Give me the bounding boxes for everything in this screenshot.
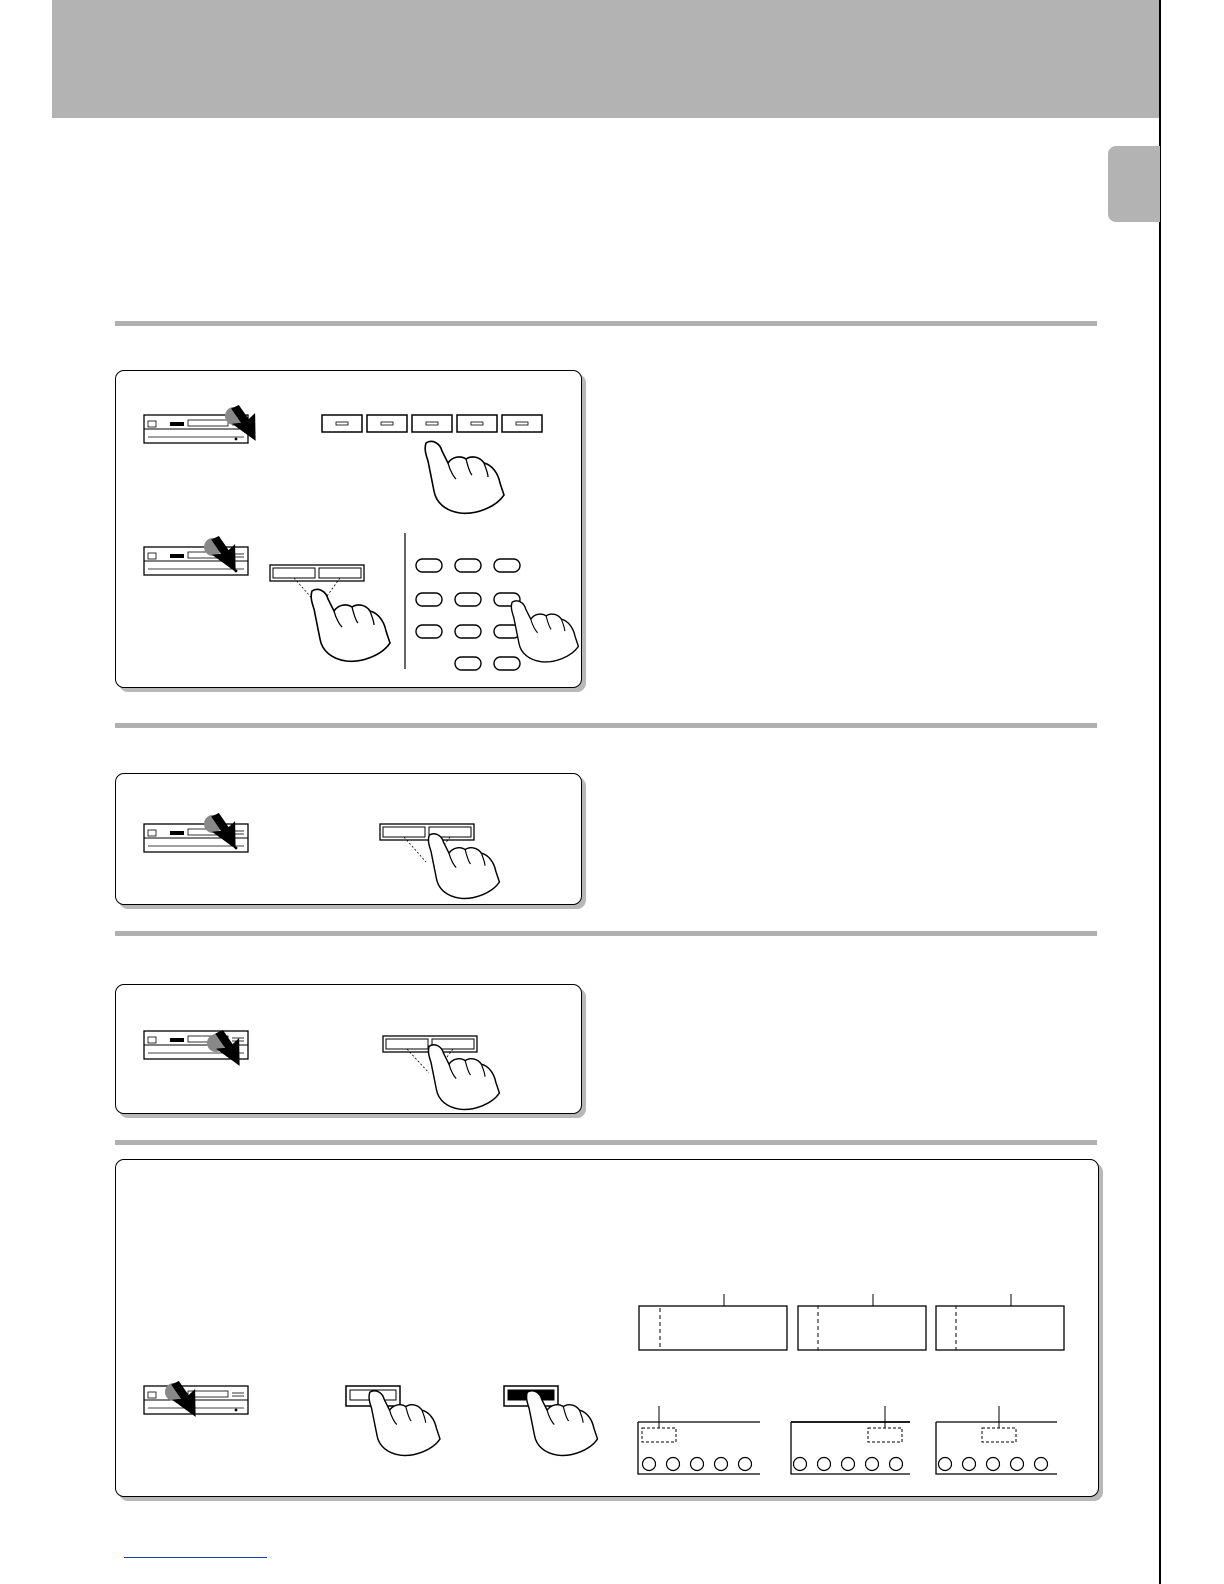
pointing-hand-icon bbox=[425, 441, 504, 513]
unit-front-panel-icon bbox=[144, 1386, 248, 1414]
numeric-keypad-icon bbox=[416, 559, 520, 670]
section-3-panel bbox=[115, 984, 582, 1114]
indicator-strip-icon bbox=[638, 1406, 1057, 1474]
pointing-hand-icon bbox=[527, 1391, 598, 1456]
display-window-icon bbox=[639, 1294, 1064, 1350]
pointing-hand-icon bbox=[428, 834, 499, 899]
section-3-rule bbox=[115, 931, 1097, 936]
section-1-rule bbox=[115, 321, 1097, 326]
header-band bbox=[52, 0, 1160, 118]
five-button-row-icon bbox=[322, 415, 542, 432]
section-2-rule bbox=[115, 723, 1097, 728]
pointing-hand-icon bbox=[369, 1391, 440, 1456]
section-tab bbox=[1108, 146, 1160, 222]
section-4-panel bbox=[115, 1159, 1099, 1497]
page-edge-rule bbox=[1159, 0, 1161, 1584]
pointing-hand-icon bbox=[428, 1045, 499, 1110]
pointing-hand-icon bbox=[311, 589, 390, 661]
section-4-rule bbox=[115, 1140, 1097, 1145]
section-2-panel bbox=[115, 773, 582, 905]
section-1-panel bbox=[115, 370, 582, 688]
pointing-hand-icon bbox=[511, 601, 578, 662]
footer-link-underline[interactable] bbox=[124, 1557, 267, 1558]
